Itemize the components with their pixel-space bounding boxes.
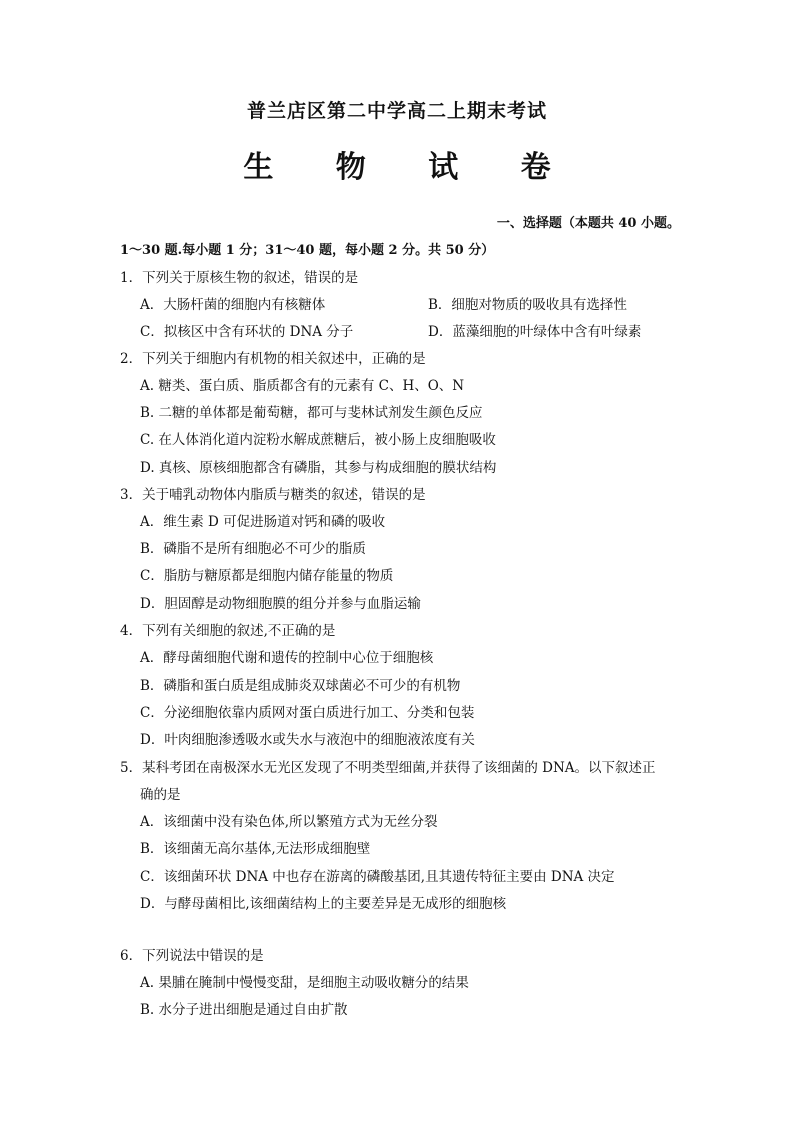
question-3-option-c: C．脂肪与糖原都是细胞内储存能量的物质 (140, 568, 394, 584)
question-2-option-d: D. 真核、原核细胞都含有磷脂，其参与构成细胞的膜状结构 (140, 460, 497, 476)
question-4-option-b: B．磷脂和蛋白质是组成肺炎双球菌必不可少的有机物 (140, 678, 461, 694)
question-2-option-a: A. 糖类、蛋白质、脂质都含有的元素有 C、H、O、N (140, 378, 465, 394)
question-1-option-a: A．大肠杆菌的细胞内有核糖体 (140, 297, 326, 313)
question-5-option-b: B．该细菌无高尔基体,无法形成细胞壁 (140, 841, 371, 857)
question-5-option-a: A．该细菌中没有染色体,所以繁殖方式为无丝分裂 (140, 814, 438, 830)
question-3-option-b: B．磷脂不是所有细胞必不可少的脂质 (140, 541, 366, 557)
section-scoring: 1～30 题.每小题 1 分；31～40 题，每小题 2 分。共 50 分） (120, 243, 495, 258)
question-4-stem: 4．下列有关细胞的叙述,不正确的是 (120, 623, 336, 639)
question-5-stem-continued: 确的是 (140, 787, 181, 803)
question-3-stem: 3．关于哺乳动物体内脂质与糖类的叙述，错误的是 (120, 487, 426, 503)
question-5-stem: 5．某科考团在南极深水无光区发现了不明类型细菌,并获得了该细菌的 DNA。以下叙述正 (120, 760, 656, 776)
question-5-option-c: C．该细菌环状 DNA 中也存在游离的磷酸基团,且其遗传特征主要由 DNA 决定 (140, 869, 615, 885)
question-1-stem: 1．下列关于原核生物的叙述，错误的是 (120, 270, 359, 286)
question-4-option-d: D．叶肉细胞渗透吸水或失水与液泡中的细胞液浓度有关 (140, 732, 475, 748)
question-1-option-c: C．拟核区中含有环状的 DNA 分子 (140, 324, 354, 340)
question-2-option-b: B. 二糖的单体都是葡萄糖，都可与斐林试剂发生颜色反应 (140, 405, 483, 421)
subject-title: 生 物 试 卷 (243, 150, 577, 185)
section-heading: 一、选择题（本题共 40 小题。 (496, 216, 680, 231)
question-3-option-a: A．维生素 D 可促进肠道对钙和磷的吸收 (140, 514, 386, 530)
question-1-option-b: B．细胞对物质的吸收具有选择性 (428, 297, 627, 313)
question-2-stem: 2．下列关于细胞内有机物的相关叙述中，正确的是 (120, 351, 426, 367)
question-3-option-d: D．胆固醇是动物细胞膜的组分并参与血脂运输 (140, 596, 421, 612)
question-2-option-c: C. 在人体消化道内淀粉水解成蔗糖后，被小肠上皮细胞吸收 (140, 432, 496, 448)
question-1-option-d: D．蓝藻细胞的叶绿体中含有叶绿素 (428, 324, 642, 340)
question-5-option-d: D．与酵母菌相比,该细菌结构上的主要差异是无成形的细胞核 (140, 896, 507, 912)
exam-title: 普兰店区第二中学高二上期末考试 (246, 100, 547, 122)
question-4-option-c: C．分泌细胞依靠内质网对蛋白质进行加工、分类和包装 (140, 705, 475, 721)
question-6-option-b: B. 水分子进出细胞是通过自由扩散 (140, 1002, 348, 1018)
question-6-stem: 6．下列说法中错误的是 (120, 948, 264, 964)
question-4-option-a: A．酵母菌细胞代谢和遗传的控制中心位于细胞核 (140, 650, 434, 666)
question-6-option-a: A. 果脯在腌制中慢慢变甜，是细胞主动吸收糖分的结果 (140, 975, 469, 991)
